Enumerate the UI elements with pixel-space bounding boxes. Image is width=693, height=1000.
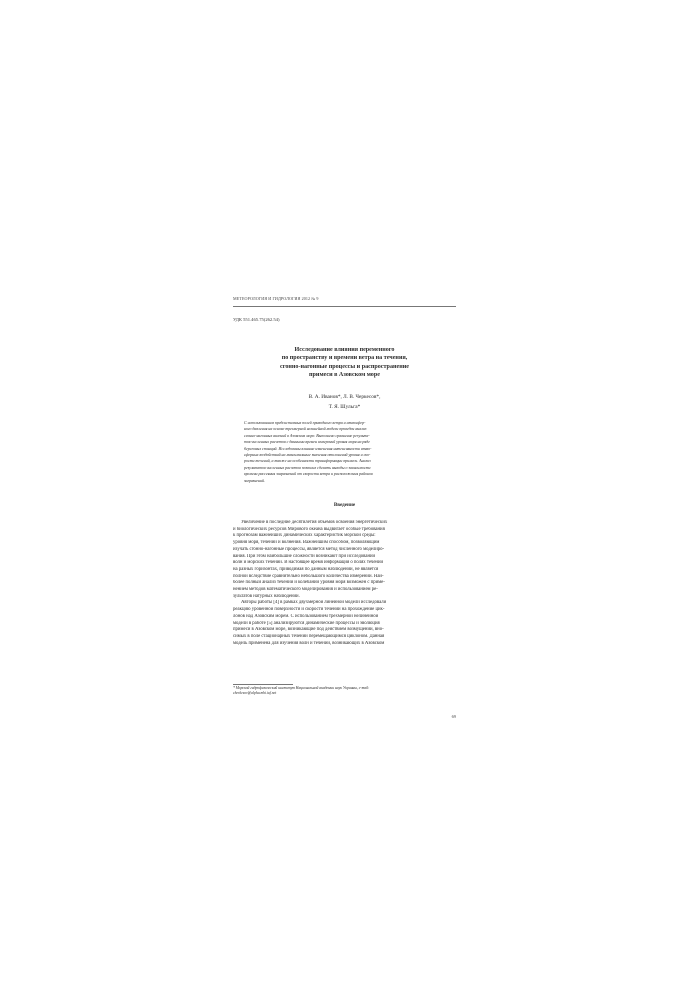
udc-code: УДК 551.465.75(262.54) bbox=[233, 317, 280, 322]
abstract-line: береговых станций. Исследованы влияние изменения интенсивности атмо- bbox=[244, 445, 372, 451]
title-line: примеси в Азовском море bbox=[309, 372, 380, 379]
footnote-line: cherkesov@alpha.mhi.iuf.net bbox=[233, 691, 277, 696]
body-text bbox=[233, 520, 456, 647]
abstract bbox=[244, 420, 449, 484]
body-line: на разных горизонтах, приводимая по данным наблюдений, не является bbox=[233, 566, 379, 572]
body-line: зультатов натурных наблюдений. bbox=[233, 593, 300, 599]
abstract-line: С использованием предсистемных полей приводного ветра и атмосфер- bbox=[244, 420, 366, 425]
footnote-line: * Морской гидрофизический институт Национальной академии наук Украины, e-mail: bbox=[233, 686, 370, 690]
authors-line: Т. Я. Шульга* bbox=[328, 403, 361, 410]
body-line: более полный анализ течений и колебаний уровня моря возможен с приме- bbox=[233, 580, 385, 586]
body-line: волн и морских течений. В настоящее время информация о полях течений bbox=[233, 560, 384, 566]
body-line: к прогнозам важнейших динамических характеристик морской среды: bbox=[233, 533, 376, 539]
body-line: полной вследствие сравнительно небольшого количества измерений. Наи- bbox=[233, 573, 384, 579]
authors-line: В. А. Иванов*, Л. В. Черкесов*, bbox=[308, 394, 381, 400]
title-line: сгонно-нагонные процессы и распространение bbox=[280, 363, 409, 370]
abstract-line: ного давления на основе трехмерной нелинейной модели проведен анализ bbox=[244, 426, 367, 432]
body-line: модели в работе [5] анализируются динамические процессы и эволюция bbox=[233, 620, 380, 626]
body-line: реакцию уровенной поверхности и скорости течений на прохождение цик- bbox=[233, 607, 385, 613]
body-line: модель применена для изучения волн и течений, возникающих в Азовском bbox=[233, 640, 385, 646]
page-number: 69 bbox=[451, 714, 456, 719]
body-line: нением методов математического моделирования и использованием ре- bbox=[233, 587, 378, 593]
abstract-line: сферных воздействий на максимальные значения отклонений уровня и ско- bbox=[244, 452, 371, 458]
title-line: по пространству и времени ветра на течения, bbox=[281, 355, 408, 362]
body-line: и биологических ресурсов Мирового океана выдвигает особые требования bbox=[233, 526, 385, 532]
body-line: симых в поле стационарных течений перемещающимся циклоном. Данная bbox=[233, 633, 385, 639]
body-line: уровня моря, течений и волнения. Важнейшим способом, позволяющим bbox=[233, 540, 380, 546]
abstract-line: времени рассеяния загрязнений от скорости ветра и расположения районов bbox=[244, 471, 373, 477]
abstract-line: результатов численных расчетов позволил сделать выводы о зависимости bbox=[244, 464, 371, 470]
paper-page bbox=[233, 296, 456, 719]
body-line: примеси в Азовском море, возникающие под действием возмущений, вно- bbox=[233, 627, 384, 633]
body-line: Авторы работы [4] в рамках двухмерной линейной модели исследовали bbox=[241, 600, 387, 606]
abstract-line: тов численных расчетов с данными времен измерений уровня моря на ряде bbox=[244, 439, 370, 445]
running-head: МЕТЕОРОЛОГИЯ И ГИДРОЛОГИЯ 2012 № 9 bbox=[233, 296, 319, 301]
authors bbox=[233, 393, 456, 413]
abstract-line: сгонно-нагонных явлений в Азовском море. Выполнено сравнение результа- bbox=[244, 432, 370, 438]
abstract-line: загрязнений. bbox=[244, 477, 265, 483]
abstract-line: рости течений, а также на особенности трансформации примеси. Анализ bbox=[244, 458, 371, 464]
footnote bbox=[233, 686, 456, 697]
body-line: Увеличение в последние десятилетия объемов освоения энергетических bbox=[241, 520, 388, 525]
header-rule bbox=[233, 306, 456, 307]
title-line: Исследование влияния переменного bbox=[294, 347, 395, 353]
article-title bbox=[233, 346, 456, 380]
body-line: лонов над Азовским морем. С использованием трехмерной нелинейной bbox=[233, 613, 379, 619]
section-heading: Введение bbox=[333, 502, 356, 508]
footnote-rule bbox=[233, 684, 293, 685]
body-line: вания. При этом наибольшие сложности возникают при исследовании bbox=[233, 553, 376, 559]
body-line: изучать сгонно-нагонные процессы, является метод численного моделиро- bbox=[233, 546, 385, 552]
